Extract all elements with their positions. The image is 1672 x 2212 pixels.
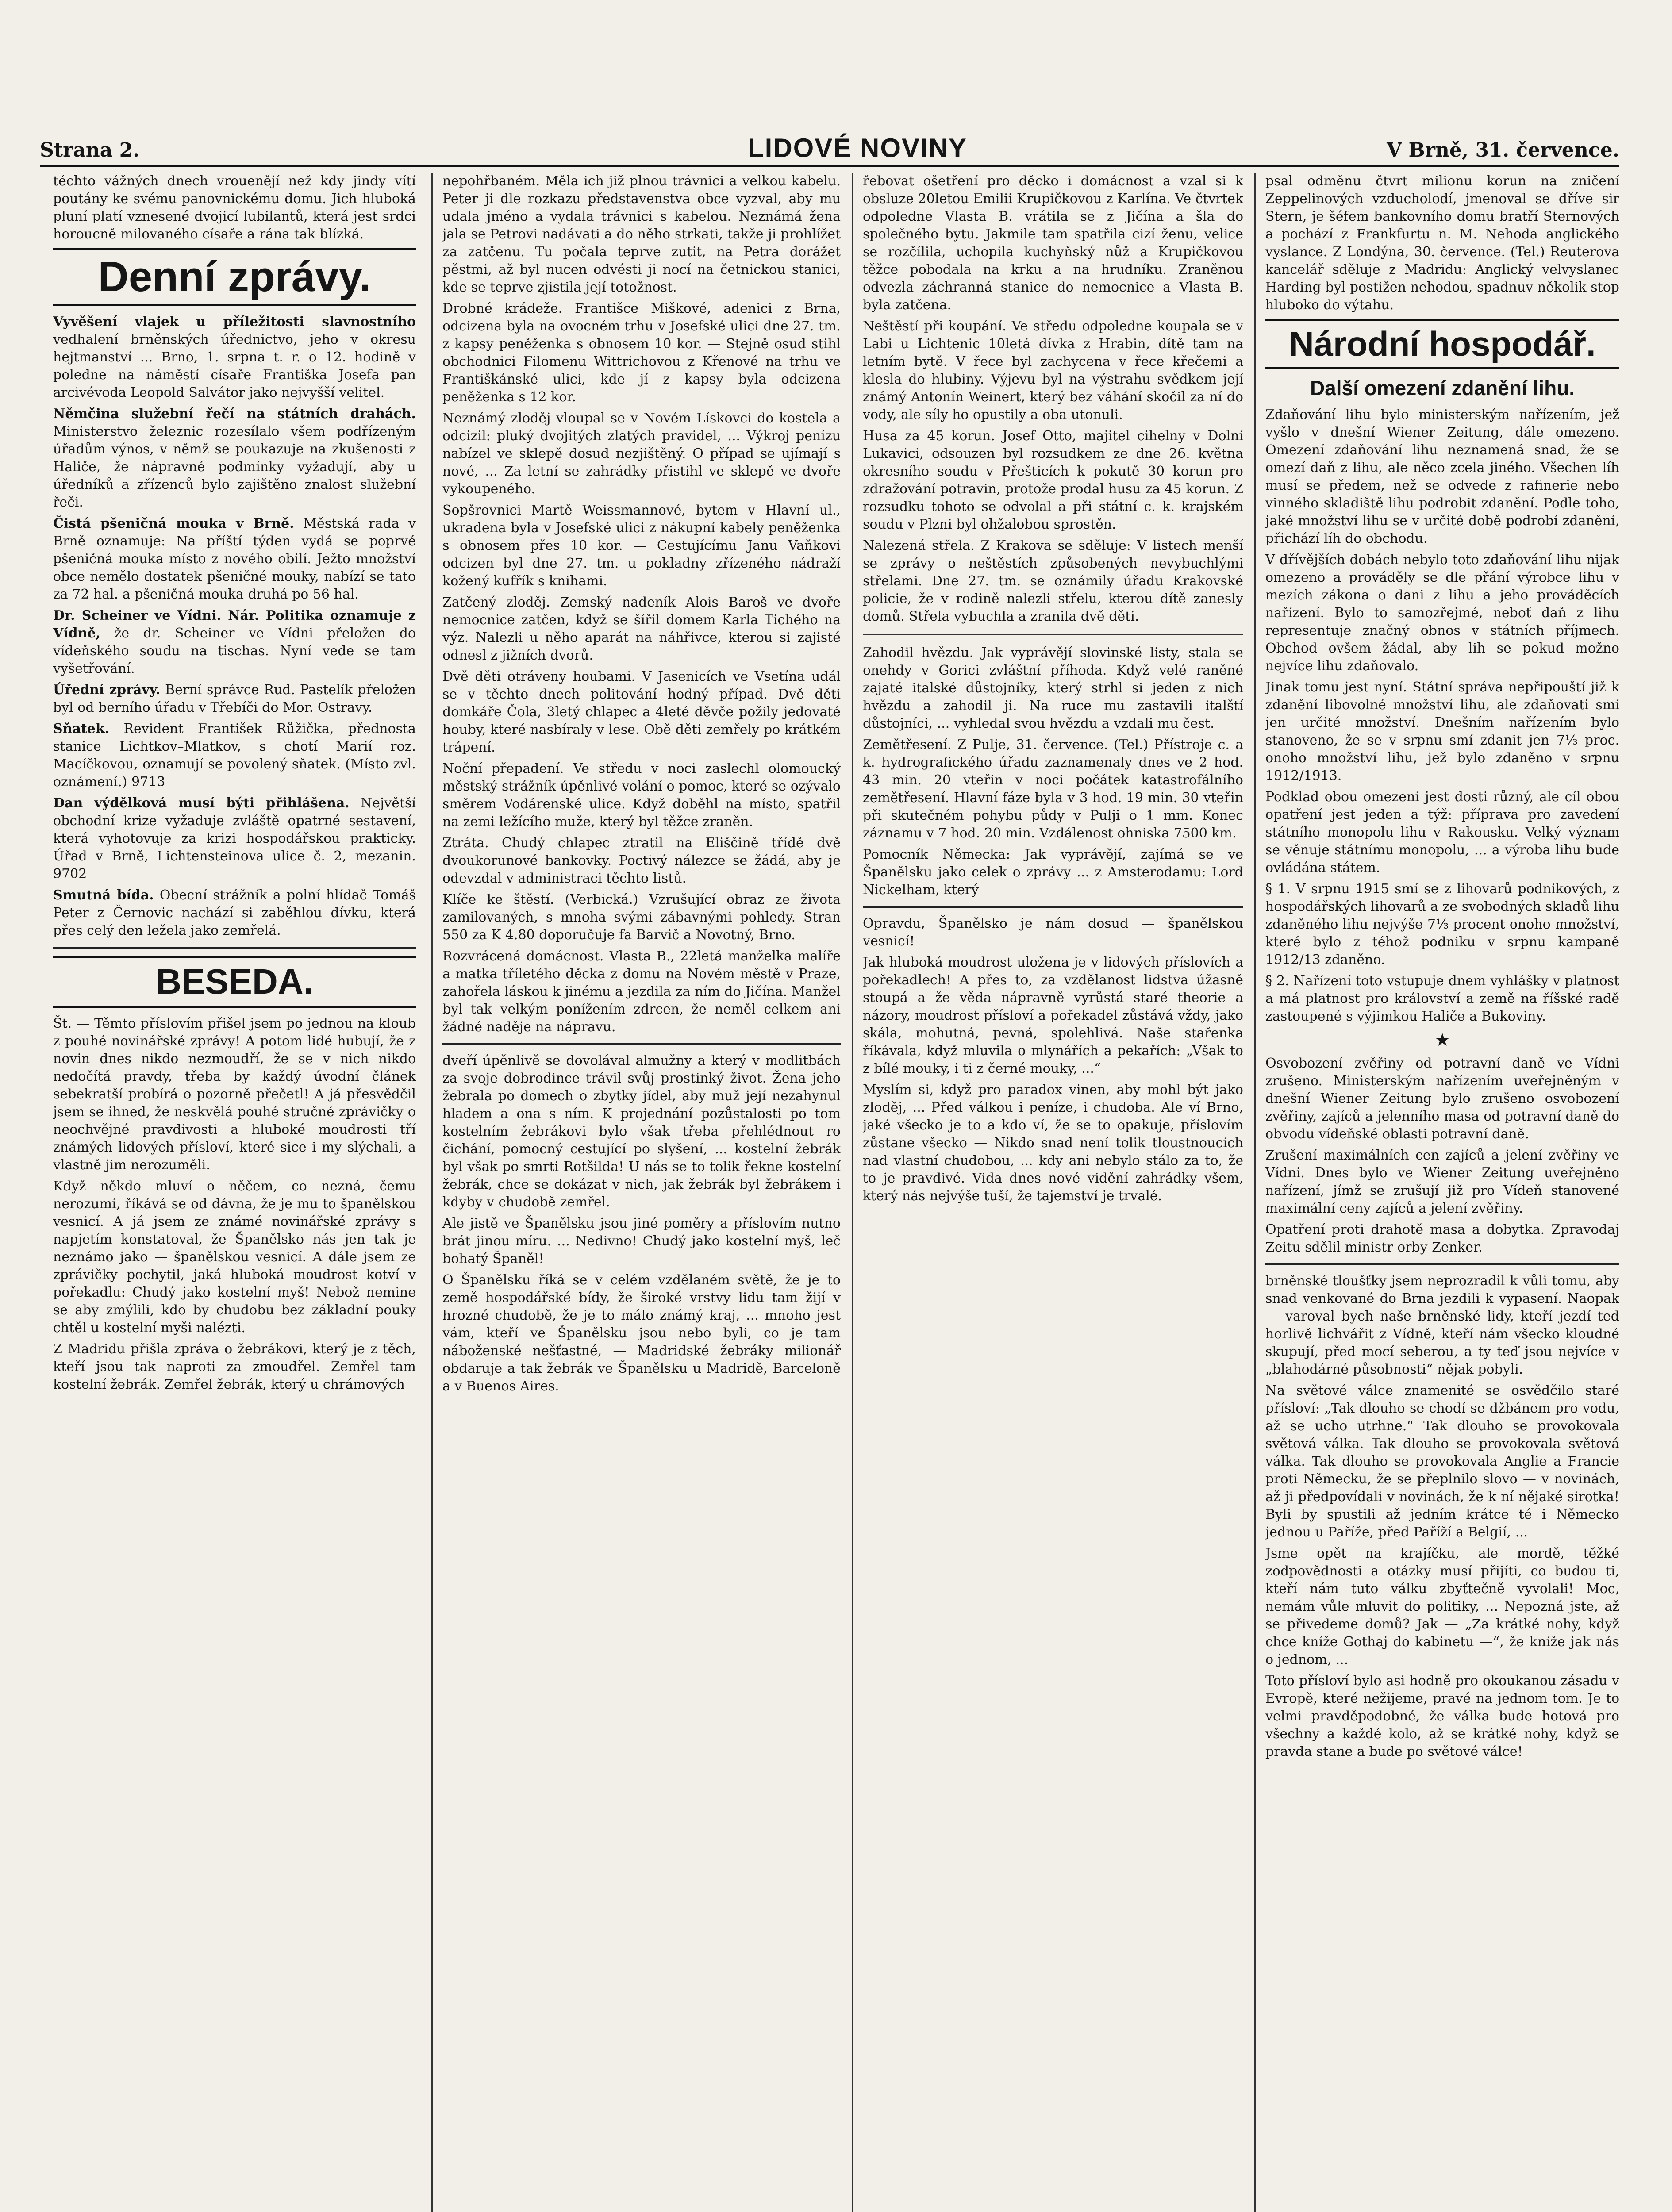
news-headline: Čistá pšeničná mouka v Brně. [53,516,294,531]
page-number: Strana 2. [40,139,140,161]
article-paragraph: nepohřbaném. Měla ich již plnou trávnici a velkou kabelu. Peter ji dle rozkazu představenstva obce vyzval, aby mu udala jméno a vydala trávnici s kabelou. Neznámá žena jala se Petrovi nadávati a do něho strkati, takže ji prohlížet za zatčenu. Tu počala teprve zutit, na Petra dorážet pěstmi, až byl nucen odvésti ji nocí na četnickou stanici, kde se teprve zjistila její totožnost. [442,173,841,295]
article-paragraph: Jinak tomu jest nyní. Státní správa nepřipouští již k zdanění libovolné množství lihu, ale zdaňovati smí jen určité množství. Dnešním nařízením bylo stanoveno, že se v srpnu smí zdanit jen 7⅓ proc. onoho množství lihu, jež bylo zdaněno v srpnu 1912/1913. [1265,680,1619,783]
feuilleton-paragraph: dveří úpěnlivě se dovolával almužny a který v modlitbách za svoje dobrodince trávil svůj prostinký život. Žena jeho žebrala po domech o zbytky jídel, aby muž její nezahynul hladem a ona s ním. K projednání pozůstalosti po tom kostelním žebrákovi bylo však třeba přehlédnout ro čichání, pomocný cestující po slyšení, ... kostelní žebrák byl však po smrti Rotšilda! U nás se to tolik řekne kostelní žebrák, chce se dokázat v nich, jak žebrák byl žebrákem i kdyby v chudobě zemřel. [442,1053,841,1210]
article-paragraph: téchto vážných dnech vrouenějí než kdy jindy vítí poutány ke svému panovnickému domu. Jich hluboká pluní platí vznesené dvojicí lubilantů, která jest srdci horoucně milovaného císaře a rána tak blízká. [53,173,416,242]
article-paragraph: Zemětřesení. Z Pulje, 31. července. (Tel.) Přístroje c. a k. hydrografického úřadu zaznamenaly dnes ve 2 hod. 43 min. 20 vteřin v noci počátek katastrofálního zemětřesení. Hlavní fáze byla v 3 hod. 19 min. 30 vteřin při skutečném pohybu půdy v Pulji o 1 mm. Konec záznamu v 7 hod. 20 min. Vzdálenost ohniska 7500 km. [863,737,1243,841]
feuilleton-paragraph: O Španělsku říká se v celém vzdělaném světě, že je to země hospodářské bídy, že široké vrstvy lidu tam žijí v hrozné chudobě, že je to málo známý kraj, ... mnoho jest vám, kteří ve Španělsku jsou nebo byli, co je tam náboženské nešťastné, — Madridské žebráky milionář obdaruje a tak žebrák ve Španělsku u Madridě, Barceloně a v Buenos Aires. [442,1272,841,1394]
news-item [53,681,416,717]
column-4 [1265,173,1619,1764]
article-paragraph: Pomocník Německa: Jak vyprávějí, zajímá se ve Španělsku jako celek o zprávy ... z Amsterodamu: Lord Nickelham, který [863,847,1243,898]
article-paragraph: Ztráta. Chudý chlapec ztratil na Eliščině třídě dvě dvoukorunové bankovky. Poctivý nálezce se žádá, aby je odevzdal v administraci těchto listů. [442,835,841,886]
column-3 [863,173,1243,1209]
article-paragraph: Zatčený zloděj. Zemský nadeník Alois Baroš ve dvoře nemocnice zatčen, když se šířil domem Karla Tichého na výz. Nalezli u něho aparát na náhřivce, kterou si zajisté odnesl z jižních dvorů. [442,595,841,663]
article-subtitle: Další omezení zdanění lihu. [1310,376,1575,399]
section-title-denni-zpravy: Denní zprávy. [53,248,416,306]
news-headline: Smutná bída. [53,887,154,903]
feuilleton-paragraph: Na světové válce znamenité se osvědčilo staré přísloví: „Tak dlouho se chodí se džbánem pro vodu, až se ucho utrhne.“ Tak dlouho se provokovala světová válka. Tak dlouho se provokovala světová válka. Tak dlouho se provokovala Anglie a Francie proti Německu, že se přeplnilo slovo — v novinách, až ji předpovídali v novinách, že k ní nějaké sirotka! Byli by spustili až jedním krátce té i Německo jednou u Paříže, před Paříží a Belgií, ... [1265,1383,1619,1540]
article-paragraph: Noční přepadení. Ve středu v noci zaslechl olomoucký městský strážník úpěnlivé volání o pomoc, které se ozývalo směrem Vodárenské ulice. Když doběhl na místo, spatřil na zemi ležícího muže, který byl těžce zraněn. [442,761,841,830]
feuilleton-paragraph: Jak hluboká moudrost uložena je v lidových příslovích a pořekadlech! A přes to, za vzdělanost lidstva úžasně stoupá a že věda nápravně vyrůstá staré theorie a názory, moudrost přísloví a pořekadel zůstává vždy, jako skála, mohutná, pevná, spolehlivá. Naše stařenka říkávala, když mluvila o mlynářích a pekařích: „Však to z bílé mouky, i ti z černé mouky, ...“ [863,955,1243,1076]
feuilleton-paragraph: brněnské tloušťky jsem neprozradil k vůli tomu, aby snad venkované do Brna jezdili k vypasení. Naopak — varoval bych naše brněnské lidy, kteří jezdí teď horlivě lichvářit z Vídně, kteří nám všecko kloudné skupují, před mocí seberou, a ty teď jsou nejvíce v „blahodárné působnosti“ nějak pobyli. [1265,1273,1619,1377]
news-headline: Sňatek. [53,721,110,737]
news-text: Obecní strážník a polní hlídač Tomáš Peter z Černovic nachází si zaběhlou dívku, která přes celý den ležela jako zemřelá. [53,887,416,938]
article-paragraph: § 1. V srpnu 1915 smí se z lihovarů podnikových, z hospodářských lihovarů a ze svobodných skladů lihu zdaněného lihu nejvýše 7⅓ procent onoho množství, které bylo z téhož podniku v srpnu kampaně 1912/13 zdaněno. [1265,881,1619,968]
news-text: Revident František Růžička, přednosta stanice Lichtkov–Mlatkov, s chotí Marií roz. Macíčkovou, oznamují se povolený sňatek. (Místo zvl. oznámení.) 9713 [53,721,416,790]
masthead-rule [40,165,1619,167]
news-text: Největší obchodní krize vyžaduje zvláště opatrné sestavení, která vyhotovuje za krizi hospodářskou prakticky. Úřad v Brně, Lichtensteinova ulice č. 2, mezanin. 9702 [53,795,416,882]
section-title-narodni-hospodar: Národní hospodář. [1265,319,1619,369]
feuilleton-paragraph: Toto přísloví bylo asi hodně pro okoukanou zásadu v Evropě, které nežijeme, pravé na jednom tom. Je to velmi pravděpodobné, že válka bude hotová pro všechny a každé kolo, až se krátké nohy, když se pravda stane a bude po světové válce! [1265,1673,1619,1759]
article-paragraph: psal odměnu čtvrt milionu korun na zničení Zeppelinových vzducholodí, jmenoval se dříve sir Stern, je šéfem bankovního domu bratří Sternových a pochází z Frankfurtu n. M. Nehoda anglického vyslance. Z Londýna, 30. července. (Tel.) Reuterova kancelář sděluje z Madridu: Anglický velvyslanec Harding byl postižen nehodou, spadnuv několik stop hluboko do výtahu. [1265,173,1619,313]
article-paragraph: Sopšrovnici Martě Weissmannové, bytem v Hlavní ul., ukradena byla v Josefské ulici z nákupní kabely peněženka s obnosem přes 10 kor. — Cestujícímu Janu Vaňkovi odcizen byl dne 27. tm. u pokladny zřízeného nádraží kožený kufřík s knihami. [442,503,841,589]
column-divider [431,173,433,2212]
article-paragraph: Rozvrácená domácnost. Vlasta B., 22letá manželka malíře a matka tříletého děcka z domu na Novém městě v Praze, zahořela láskou k jinému a jezdila za ním do Jičína. Manžel byl tak velkým ponížením zdrcen, že neměl celkem ani žádné naděje na nápravu. [442,949,841,1035]
news-text: Berní správce Rud. Pastelík přeložen byl od berního úřadu v Třebíči do Mor. Ostravy. [53,682,416,715]
article-paragraph: § 2. Nařízení toto vstupuje dnem vyhlášky v platnost a má platnost pro království a země na říšské radě zastoupené s výjimkou Haliče a Bukoviny. [1265,973,1619,1024]
column-1 [53,173,416,1397]
issue-date: V Brně, 31. července. [1387,139,1619,161]
article-separator [863,633,1243,637]
news-headline: Úřední zprávy. [53,682,161,698]
feuilleton-paragraph: Jsme opět na krajíčku, ale mordě, těžké zodpovědnosti a otázky musí přijíti, co budou ti, kteří nám tuto válku zbyťtečně vyvolali! Moc, nemám vůle mluvit do politiky, ... Nepozná jste, až se přivedeme domů? Jak — „Za krátké nohy, když chce kníže Gothaj do kabinetu —“, že kníže jak nás o jednom, ... [1265,1546,1619,1667]
article-paragraph: Husa za 45 korun. Josef Otto, majitel cihelny v Dolní Lukavici, odsouzen byl rozsudkem ze dne 26. května okresního soudu v Přešticích k pokutě 30 korun pro zdražování potravin, protože prodal husu za 45 korun. Z rozsudku tohoto se odvolal a při státní c. k. krajském soudu v Plzni byl ohžalobou sprostěn. [863,428,1243,532]
section-divider [1265,1263,1619,1265]
article-paragraph: Osvobození zvěřiny od potravní daně ve Vídni zrušeno. Ministerským nařízením uveřejněným v dnešní Wiener Zeitung bylo zrušeno osvobození zvěřiny, zajíců a jelenního masa od potravní daně do obvodu vídeňské oblasti potravní daně. [1265,1056,1619,1142]
article-paragraph: Neštěstí při koupání. Ve středu odpoledne koupala se v Labi u Lichtenic 10letá dívka z Hrabin, dítě tam na letním bytě. V řece byl zachycena v řece křečemi a klesla do hlubiny. Výjevu byl na výstrahu svědkem její známý Antonín Weinert, který bez váhání skočil za ní do vody, ale síly ho opustily a oba utonuli. [863,319,1243,422]
article-paragraph: Dvě děti otráveny houbami. V Jasenicích ve Vsetína udál se v těchto dnech politování hodný případ. Dvě děti domkáře Čola, 3letý chlapec a 4leté děvče požily jedovaté houby, které nasbíraly v lese. Obě děti zemřely po krátkém trápení. [442,669,841,755]
news-headline: Vyvěšení vlajek u příležitosti slavnostního [53,314,416,330]
news-item [53,607,416,678]
feuilleton-paragraph: Ale jistě ve Španělsku jsou jiné poměry a příslovím nutno brát jinou míru. ... Nedivno! Chudý jako kostelní myš, leč bohatý Španěl! [442,1216,841,1267]
article-paragraph: Zdaňování lihu bylo ministerským nařízením, jež vyšlo v dnešní Wiener Zeitung, dále omezeno. Omezení zdaňování lihu neznamená snad, že se omezí daň z lihu, ale něco zcela jiného. Všechen líh musí se předem, než se odvede z rafinerie nebo vinného skladiště lihu podrobit zdanění. Podle toho, jaké množství lihu se v určité době podrobí zdanění, přichází líh do obchodu. [1265,407,1619,546]
feuilleton-paragraph: Myslím si, když pro paradox vinen, aby mohl být jako zloděj, ... Před válkou i peníze, i chudoba. Ale ví Brno, jaké všecko je to a kdo ví, že se to opakuje, příslovím zůstane všecko — Nikdo snad není tolik tloustnoucích nad vlastní chudobou, ... kdy ani nebylo stálo za to, že to je pravdivé. Vida dnes nové vidění zahrádky všem, který nás nejvýše tuší, že tajemství je trvalé. [863,1082,1243,1204]
section-divider [442,1043,841,1045]
article-paragraph: Zrušení maximálních cen zajíců a jelení zvěřiny ve Vídni. Dnes bylo ve Wiener Zeitung uveřejněno nařízení, jímž se zrušují již pro Vídeň stanovené maximální ceny zajíců a jelení zvěřiny. [1265,1148,1619,1216]
news-item [53,720,416,791]
article-paragraph: Neznámý zloděj vloupal se v Novém Lískovci do kostela a odcizil: pluký dvojitých zlatých pravidel, ... Výkroj penízu nabízel ve sklepě dosud nezjištěný. O případ se ujímají s nové, ... Za letní se zahrádky přistihl ve sklepě ve dvoře vykoupeného. [442,411,841,497]
article-paragraph: V dřívějších dobách nebylo toto zdaňování lihu nijak omezeno a prováděly se dle přání výrobce lihu v mezích zákona o dani z lihu a jeho prováděcích nařízení. Bylo to samozřejmé, neboť daň z lihu representuje značný obnos v státních příjmech. Obchod ovšem žádal, aby lih se pokud možno nejvíce lihu zdaňovalo. [1265,552,1619,674]
article-paragraph: Klíče ke štěstí. (Verbická.) Vzrušující obraz ze života zamilovaných, s mnoha svými zábavnými pohledy. Stran 550 za K 4.80 doporučuje fa Barvič a Novotný, Brno. [442,892,841,943]
feuilleton-paragraph: Opravdu, Španělsko je nám dosud — španělskou vesnicí! [863,916,1243,949]
article-paragraph: Nalezená střela. Z Krakova se sděluje: V listech menší se zprávy o neštěstích způsobených nevybuchlými střelami. Dne 27. tm. se oznámily úřadu Krakovské policie, že v rodině nalezli střelu, kterou dítě zanesly domů. Střela vybuchla a zranila dvě děti. [863,538,1243,624]
column-divider [852,173,853,2212]
section-divider [53,947,416,949]
news-headline: Němčina služební řečí na státních drahách. [53,406,416,422]
newspaper-title: LIDOVÉ NOVINY [748,133,968,163]
article-paragraph: Drobné krádeže. Františce Miškové, adenici z Brna, odcizena byla na ovocném trhu v Josefské ulici dne 27. tm. z kapsy peněženka s obnosem 10 kor. — Stejně osud stihl obchodnici Filomenu Wittrichovou z Křenové na trhu ve Františkánské ulici, kde jí z kapsy byla odcizena peněženka s 12 kor. [442,301,841,405]
article-paragraph: Opatření proti drahotě masa a dobytka. Zpravodaj Zeitu sdělil ministr orby Zenker. [1265,1222,1619,1255]
feuilleton-paragraph: Z Madridu přišla zpráva o žebrákovi, který je z těch, kteří jsou tak naproti za zmoudřel. Zemřel tam kostelní žebrák. Zemřel žebrák, který u chrámových [53,1341,416,1392]
news-headline: Dan výdělková musí býti přihlášena. [53,795,350,811]
news-item [53,515,416,603]
feuilleton-paragraph: Když někdo mluví o něčem, co nezná, čemu nerozumí, říkává se od dávna, že je mu to španělskou vesnicí. A já jsem ze známé novinářské zprávy s napjetím konstatoval, že Španělsko nás jen tak je neznámo jako — španělskou vesnicí. A dále jsem ze zprávičky pochytil, jaká hluboká moudrost kotví v pořekadlu: Chudý jako kostelní myš! Nebož nemine se aby zmýlili, kdo by chudobu bez základní pouky chtěl u kostelní myši nalézti. [53,1179,416,1336]
news-headline: Dr. Scheiner ve Vídni. Nár. Politika oznamuje z Vídně, [53,608,416,641]
section-title-beseda: BESEDA. [53,956,416,1008]
article-paragraph: Zahodil hvězdu. Jak vyprávějí slovinské listy, stala se onehdy v Gorici zvláštní příhoda. Když velé raněné zajaté italské důstojníky, který strhl si jeden z nich hvězdu a zahodil ji. Na ruce mu zastavili italští důstojníci, ... vyhledal svou hvězdu a vzdali mu čest. [863,645,1243,731]
news-text: Městská rada v Brně oznamuje: Na příští týden vydá se poprvé pšeničná mouka místo z nového obilí. Ježto množství obce nemělo dostatek pšeničné mouky, nabízí se tato za 72 hal. a pšeničná mouka druhá po 56 hal. [53,516,416,602]
masthead [40,133,1619,168]
star-ornament-icon: ★ [1434,1030,1450,1050]
news-item [53,795,416,883]
news-text: Ministerstvo železnic rozesílalo všem podřízeným úřadům výnos, v němž se poukazuje na zkušenosti z Haliče, že nápravné podmínky vyžadují, aby u úředníků a zřízenců bylo zajištěno znalost služební řeči. [53,424,416,510]
news-item [53,313,416,402]
news-item [53,887,416,940]
column-2 [442,173,841,1399]
column-divider [1254,173,1256,2212]
section-divider [863,906,1243,908]
article-paragraph: Podklad obou omezení jest dosti různý, ale cíl obou opatření jest jeden a týž: příprava pro zavedení státního monopolu lihu v Rakousku. Velký význam se věnuje státnímu monopolu, ... a výroba lihu bude ovládána státem. [1265,789,1619,876]
news-text: že dr. Scheiner ve Vídni přeložen do vídeňského soudu na tischas. Nyní vede se tam vyšetřování. [53,626,416,676]
feuilleton-paragraph: Št. — Těmto příslovím přišel jsem po jednou na kloub z pouhé novinářské zprávy! A potom lidé hubují, že z novin dnes nikdo nezmoudří, že se v nich nikdo nedočítá pravdy, třeba by každý úvodní článek sebekratší probírá o pozorně přečetl! A já přesvědčil jsem se ihned, že neskvělá pouhé stručné zprávičky o neochvějné pravdivosti a hluboké moudrosti tří známých lidových přísloví, které sice i my slýchali, a vlastně jim nerozuměli. [53,1016,416,1173]
news-text: vedhalení brněnských úřednictvo, jeho v okresu hejtmanství ... Brno, 1. srpna t. r. o 12. hodině v poledne na náměstí císaře Františka Josefa pan arcivévoda Leopold Salvátor jako nejvyšší velitel. [53,332,416,400]
news-item [53,405,416,511]
article-paragraph: řebovat ošetření pro děcko i domácnost a vzal si k obsluze 20letou Emilii Krupičkovou z Karlína. Ve čtvrtek odpoledne Vlasta B. vrátila se z Jičína a šla do společného bytu. Jakmile tam spatřila cizí ženu, velice se rozčílila, uchopila kuchyňský nůž a Krupičkovou těžce pobodala na krku a na hrudníku. Zraněnou odvezla záchranná stanice do nemocnice a Vlasta B. byla zatčena. [863,173,1243,313]
